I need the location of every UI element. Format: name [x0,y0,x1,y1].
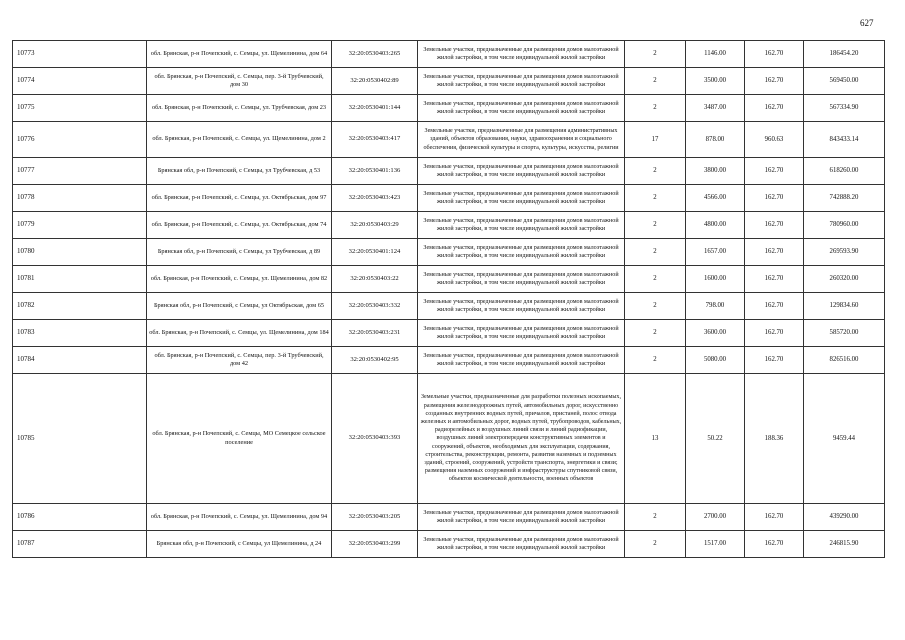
land-use-cell: Земельные участки, предназначенные для размещения домов малоэтажной жилой застройки, в том числе индивидуальной жилой застройки [418,531,625,558]
table-row [13,320,885,347]
land-use-cell: Земельные участки, предназначенные для размещения домов малоэтажной жилой застройки, в том числе индивидуальной жилой застройки [418,95,625,122]
cadastral-number-cell: 32:20:0530403:29 [332,212,418,239]
specific-value-cell: 162.70 [745,185,804,212]
use-group-cell: 2 [625,293,686,320]
cadastral-number-cell: 32:20:0530402:89 [332,68,418,95]
area-cell: 1657.00 [686,239,745,266]
use-group-cell: 2 [625,347,686,374]
table-row [13,293,885,320]
specific-value-cell: 162.70 [745,266,804,293]
area-cell: 2700.00 [686,504,745,531]
row-number: 10786 [13,504,147,531]
cadastral-value-cell: 567334.90 [804,95,885,122]
area-cell: 878.00 [686,122,745,158]
use-group-cell: 2 [625,531,686,558]
row-number: 10775 [13,95,147,122]
row-number: 10776 [13,122,147,158]
address-cell: обл. Брянская, р-н Почепский, с. Семцы, ул. Октябрьская, дом 74 [147,212,332,239]
area-cell: 50.22 [686,374,745,504]
land-use-cell: Земельные участки, предназначенные для размещения домов малоэтажной жилой застройки, в том числе индивидуальной жилой застройки [418,504,625,531]
area-cell: 5080.00 [686,347,745,374]
use-group-cell: 2 [625,239,686,266]
land-use-cell: Земельные участки, предназначенные для размещения домов малоэтажной жилой застройки, в том числе индивидуальной жилой застройки [418,266,625,293]
row-number: 10783 [13,320,147,347]
address-cell: Брянская обл, р-н Почепский, с Семцы, ул Щемелинина, д 24 [147,531,332,558]
cadastral-value-cell: 9459.44 [804,374,885,504]
specific-value-cell: 960.63 [745,122,804,158]
cadastral-value-cell: 569450.00 [804,68,885,95]
row-number: 10773 [13,41,147,68]
cadastral-value-cell: 260320.00 [804,266,885,293]
address-cell: обл. Брянская, р-н Почепский, с. Семцы, пер. 3-й Трубчевский, дом 30 [147,68,332,95]
cadastral-number-cell: 32:20:0530402:95 [332,347,418,374]
row-number: 10785 [13,374,147,504]
cadastral-value-cell: 618260.00 [804,158,885,185]
table-row [13,122,885,158]
table-row [13,347,885,374]
cadastral-number-cell: 32:20:0530403:423 [332,185,418,212]
address-cell: обл. Брянская, р-н Почепский, с. Семцы, ул. Октябрьская, дом 97 [147,185,332,212]
table-row [13,504,885,531]
table-row [13,212,885,239]
land-use-cell: Земельные участки, предназначенные для размещения домов малоэтажной жилой застройки, в том числе индивидуальной жилой застройки [418,41,625,68]
row-number: 10774 [13,68,147,95]
use-group-cell: 17 [625,122,686,158]
cadastral-number-cell: 32:20:0530403:332 [332,293,418,320]
row-number: 10779 [13,212,147,239]
use-group-cell: 2 [625,41,686,68]
cadastral-number-cell: 32:20:0530403:22 [332,266,418,293]
cadastral-number-cell: 32:20:0530401:124 [332,239,418,266]
area-cell: 3487.00 [686,95,745,122]
page-number: 627 [860,18,874,28]
cadastral-value-cell: 186454.20 [804,41,885,68]
specific-value-cell: 162.70 [745,320,804,347]
cadastral-number-cell: 32:20:0530401:136 [332,158,418,185]
specific-value-cell: 188.36 [745,374,804,504]
use-group-cell: 2 [625,266,686,293]
cadastral-value-cell: 129834.60 [804,293,885,320]
address-cell: обл. Брянская, р-н Почепский, с. Семцы, ул. Щемелинина, дом 82 [147,266,332,293]
row-number: 10777 [13,158,147,185]
land-use-cell: Земельные участки, предназначенные для размещения административных зданий, объектов образования, науки, здравоохранения и социального обеспечения, физической культуры и спорта, культуры, искусства, религии [418,122,625,158]
area-cell: 3600.00 [686,320,745,347]
land-use-cell: Земельные участки, предназначенные для разработки полезных ископаемых, размещения железнодорожных путей, автомобильных дорог, искусственно созданных внутренних водных путей, причалов, пристаней, полос отвода железных и автомобильных дорог, водных путей, трубопроводов, кабельных, радиорелейных и воздушных линий связи и линий радиофикации, воздушных линий электропередачи конструктивных элементов и сооружений, объектов, необходимых для эксплуатации, содержания, строительства, реконструкции, ремонта, развития наземных и подземных зданий, строений, сооружений, устройств транспорта, энергетики и связи; размещения наземных сооружений и инфраструктуры спутниковой связи, объектов космической деятельности, военных объектов [418,374,625,504]
table-row [13,531,885,558]
row-number: 10781 [13,266,147,293]
cadastral-number-cell: 32:20:0530403:265 [332,41,418,68]
cadastral-value-cell: 843433.14 [804,122,885,158]
cadastral-value-table [12,40,885,558]
specific-value-cell: 162.70 [745,158,804,185]
area-cell: 4566.00 [686,185,745,212]
row-number: 10787 [13,531,147,558]
area-cell: 798.00 [686,293,745,320]
use-group-cell: 2 [625,68,686,95]
area-cell: 1146.00 [686,41,745,68]
address-cell: обл. Брянская, р-н Почепский, с. Семцы, ул. Щемелинина, дом 184 [147,320,332,347]
cadastral-number-cell: 32:20:0530403:417 [332,122,418,158]
address-cell: Брянская обл, р-н Почепский, с Семцы, ул Октябрьская, дом 65 [147,293,332,320]
use-group-cell: 2 [625,504,686,531]
address-cell: обл. Брянская, р-н Почепский, с. Семцы, МО Семецкое сельское поселение [147,374,332,504]
address-cell: Брянская обл, р-н Почепский, с Семцы, ул Трубчевская, д 89 [147,239,332,266]
land-use-cell: Земельные участки, предназначенные для размещения домов малоэтажной жилой застройки, в том числе индивидуальной жилой застройки [418,185,625,212]
cadastral-number-cell: 32:20:0530403:231 [332,320,418,347]
address-cell: обл. Брянская, р-н Почепский, с. Семцы, ул. Щемелинина, дом 2 [147,122,332,158]
area-cell: 1600.00 [686,266,745,293]
cadastral-number-cell: 32:20:0530403:299 [332,531,418,558]
specific-value-cell: 162.70 [745,239,804,266]
area-cell: 3500.00 [686,68,745,95]
land-use-cell: Земельные участки, предназначенные для размещения домов малоэтажной жилой застройки, в том числе индивидуальной жилой застройки [418,347,625,374]
specific-value-cell: 162.70 [745,41,804,68]
row-number: 10784 [13,347,147,374]
use-group-cell: 2 [625,158,686,185]
cadastral-value-cell: 246815.90 [804,531,885,558]
use-group-cell: 2 [625,320,686,347]
row-number: 10780 [13,239,147,266]
cadastral-number-cell: 32:20:0530403:205 [332,504,418,531]
cadastral-value-cell: 780960.00 [804,212,885,239]
specific-value-cell: 162.70 [745,504,804,531]
use-group-cell: 2 [625,185,686,212]
table-row [13,266,885,293]
land-use-cell: Земельные участки, предназначенные для размещения домов малоэтажной жилой застройки, в том числе индивидуальной жилой застройки [418,320,625,347]
land-use-cell: Земельные участки, предназначенные для размещения домов малоэтажной жилой застройки, в том числе индивидуальной жилой застройки [418,212,625,239]
specific-value-cell: 162.70 [745,347,804,374]
table-row [13,41,885,68]
table-row [13,185,885,212]
land-use-cell: Земельные участки, предназначенные для размещения домов малоэтажной жилой застройки, в том числе индивидуальной жилой застройки [418,239,625,266]
row-number: 10778 [13,185,147,212]
cadastral-value-cell: 439290.00 [804,504,885,531]
cadastral-value-cell: 826516.00 [804,347,885,374]
specific-value-cell: 162.70 [745,68,804,95]
area-cell: 4800.00 [686,212,745,239]
specific-value-cell: 162.70 [745,95,804,122]
specific-value-cell: 162.70 [745,212,804,239]
use-group-cell: 2 [625,212,686,239]
table-row [13,68,885,95]
cadastral-number-cell: 32:20:0530401:144 [332,95,418,122]
table-body [13,41,885,558]
table-row [13,158,885,185]
address-cell: обл. Брянская, р-н Почепский, с. Семцы, пер. 3-й Трубчевский, дом 42 [147,347,332,374]
area-cell: 1517.00 [686,531,745,558]
cadastral-value-cell: 742888.20 [804,185,885,212]
address-cell: обл. Брянская, р-н Почепский, с. Семцы, ул. Трубчевская, дом 23 [147,95,332,122]
specific-value-cell: 162.70 [745,293,804,320]
address-cell: обл. Брянская, р-н Почепский, с. Семцы, ул. Щемелинина, дом 94 [147,504,332,531]
specific-value-cell: 162.70 [745,531,804,558]
use-group-cell: 13 [625,374,686,504]
use-group-cell: 2 [625,95,686,122]
land-use-cell: Земельные участки, предназначенные для размещения домов малоэтажной жилой застройки, в том числе индивидуальной жилой застройки [418,68,625,95]
address-cell: обл. Брянская, р-н Почепский, с. Семцы, ул. Щемелинина, дом 64 [147,41,332,68]
cadastral-value-cell: 585720.00 [804,320,885,347]
cadastral-value-cell: 269593.90 [804,239,885,266]
table-row [13,239,885,266]
land-use-cell: Земельные участки, предназначенные для размещения домов малоэтажной жилой застройки, в том числе индивидуальной жилой застройки [418,158,625,185]
address-cell: Брянская обл, р-н Почепский, с Семцы, ул Трубчевская, д 53 [147,158,332,185]
row-number: 10782 [13,293,147,320]
land-use-cell: Земельные участки, предназначенные для размещения домов малоэтажной жилой застройки, в том числе индивидуальной жилой застройки [418,293,625,320]
area-cell: 3800.00 [686,158,745,185]
table-row [13,374,885,504]
table-row [13,95,885,122]
cadastral-number-cell: 32:20:0530403:393 [332,374,418,504]
